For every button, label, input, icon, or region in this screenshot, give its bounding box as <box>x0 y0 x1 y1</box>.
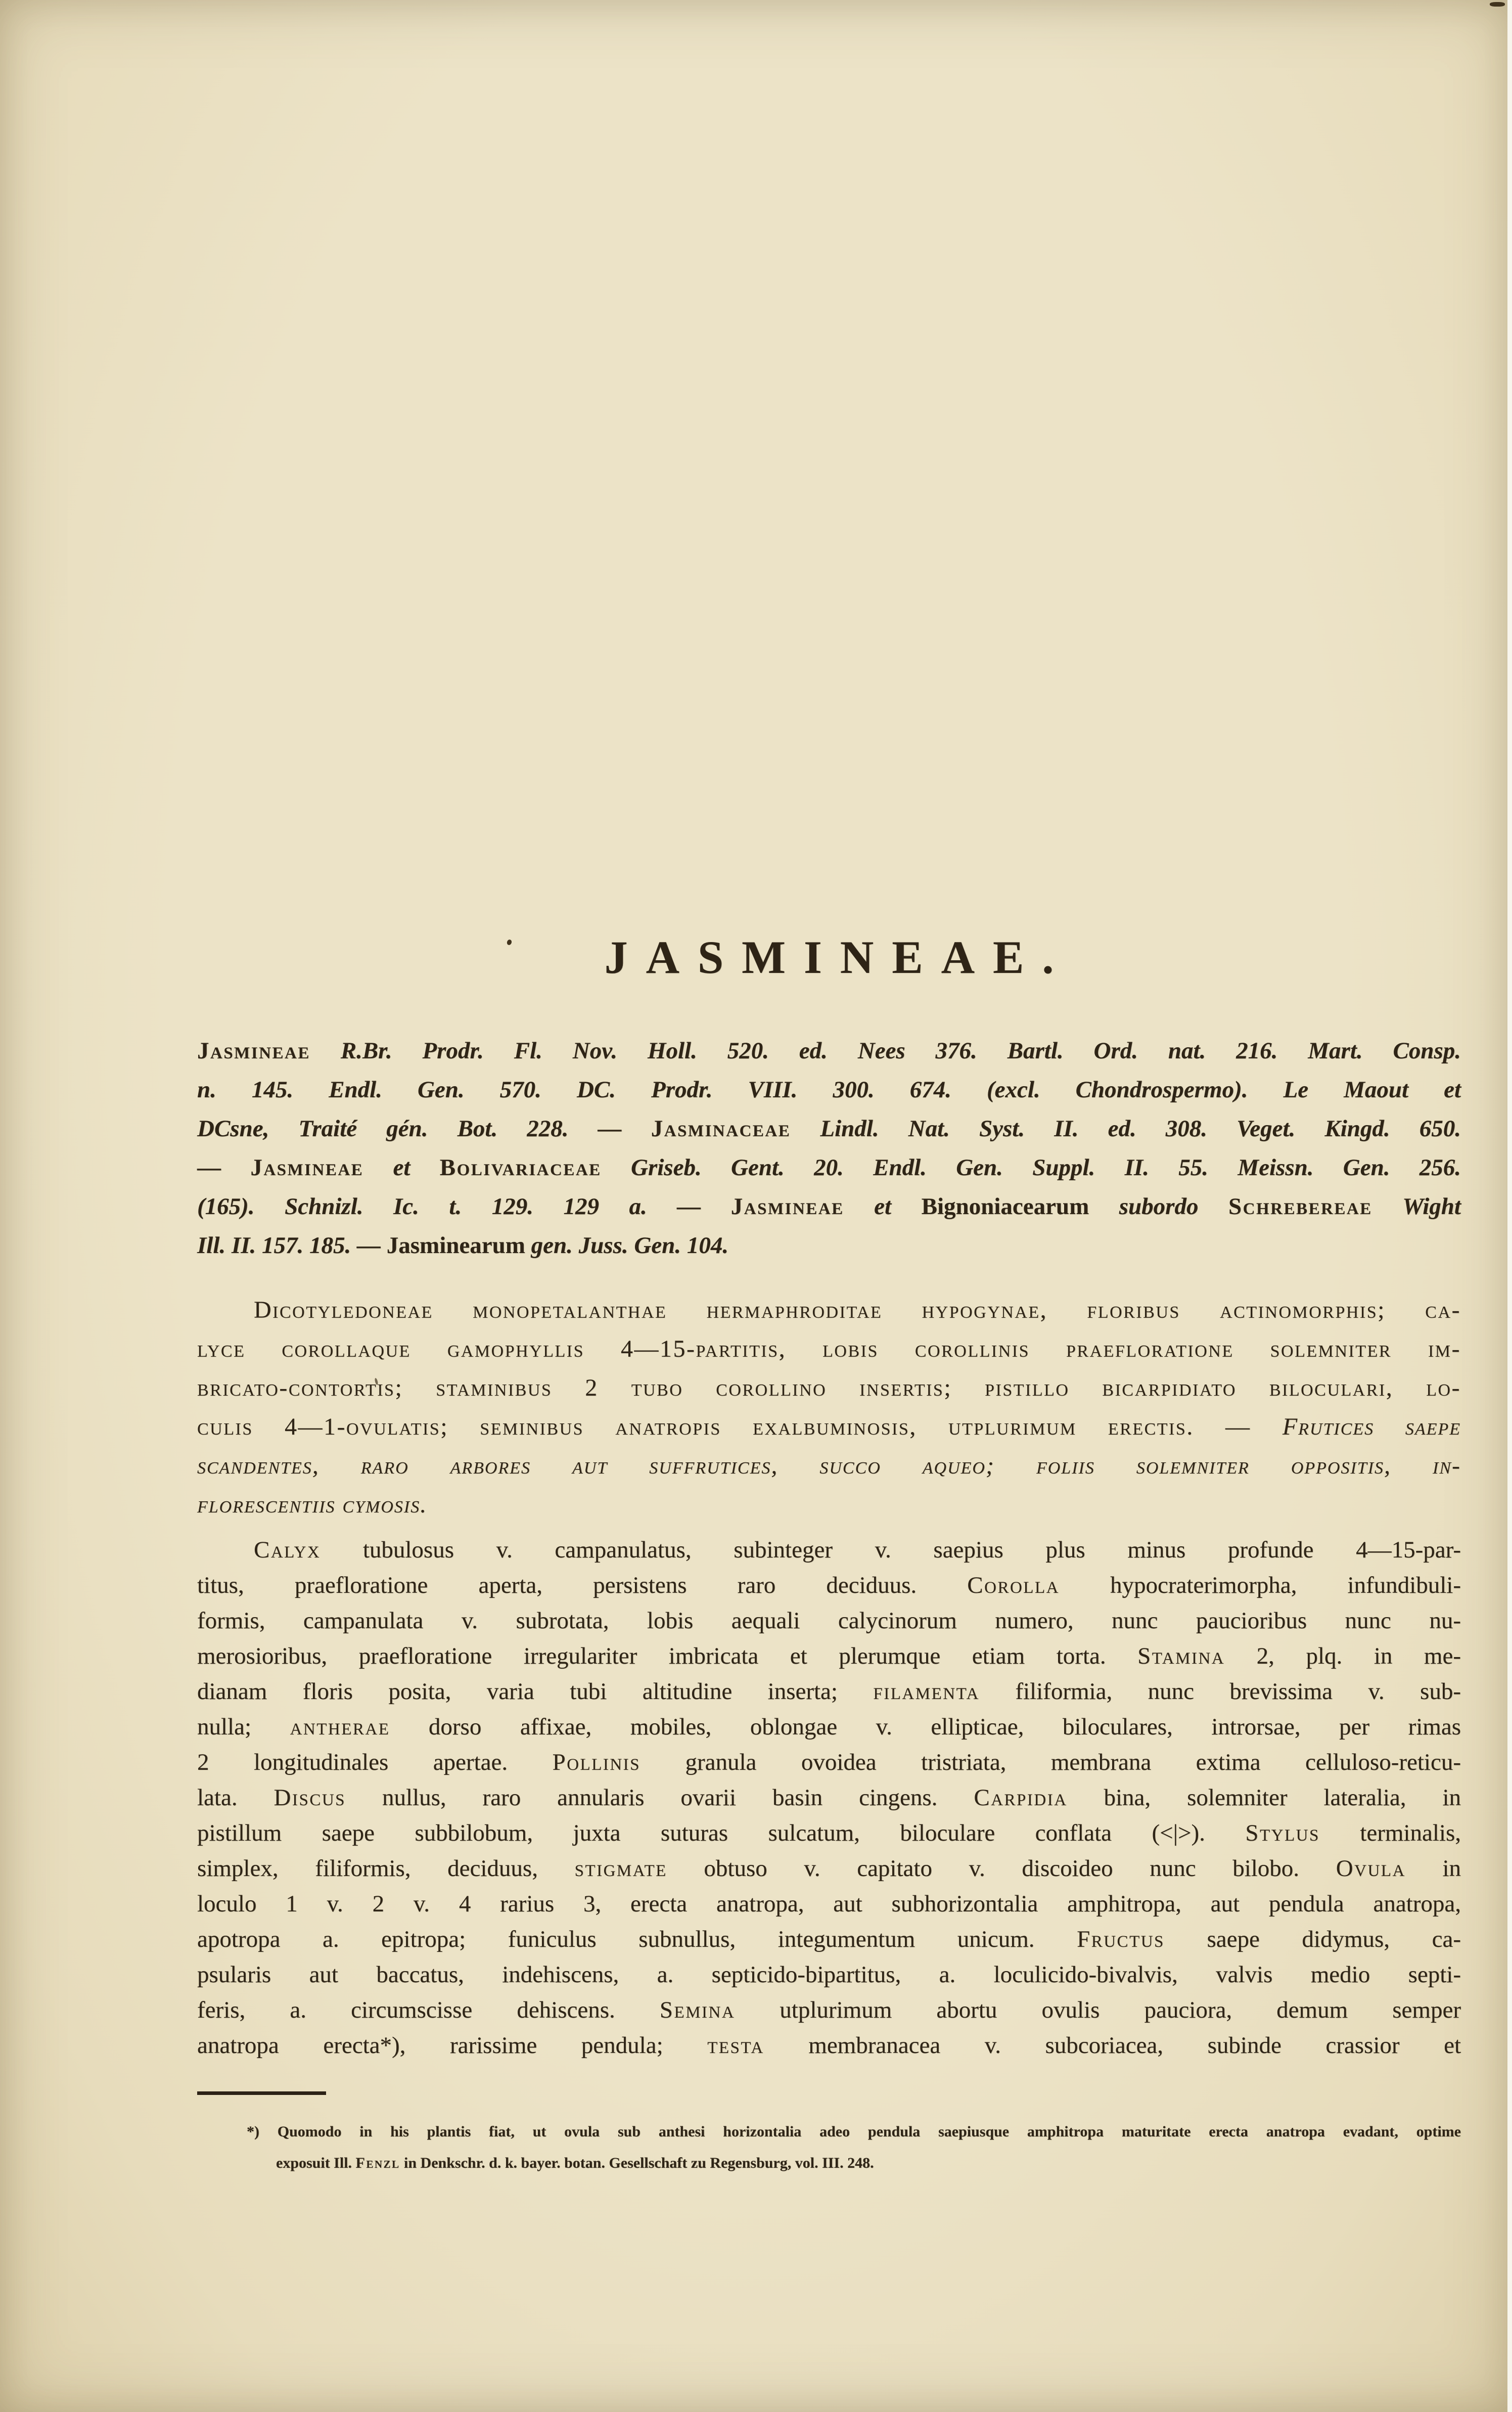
text-line <box>197 1851 1461 1886</box>
text-line <box>197 1329 1461 1368</box>
text-segment: Jasmineae <box>197 1038 310 1064</box>
text-segment: — <box>197 1154 251 1181</box>
text-segment: utplurimum abortu ovulis pauciora, demum semper <box>735 1997 1461 2023</box>
text-line <box>197 1032 1461 1070</box>
text-segment: terminalis, <box>1319 1820 1461 1846</box>
text-line <box>197 1226 1461 1265</box>
text-segment: nullus, raro annularis ovarii basin cingens. <box>346 1784 974 1811</box>
page-title: JASMINEAE. <box>604 931 1072 983</box>
text-line <box>197 1407 1461 1446</box>
text-segment: filiformia, nunc brevissima v. sub- <box>979 1678 1461 1705</box>
text-line <box>197 1568 1461 1603</box>
text-segment: scandentes, raro arbores aut suffrutices, succo aqueo; foliis solemniter oppositis, in- <box>197 1452 1461 1479</box>
diagnosis-paragraph <box>197 1290 1461 1524</box>
text-segment: loculo 1 v. 2 v. 4 rarius 3, erecta anatropa, aut subhorizontalia amphitropa, aut pendula anatropa, <box>197 1891 1461 1917</box>
text-segment <box>602 1154 631 1181</box>
text-line <box>197 1485 1461 1524</box>
scan-edge <box>1507 0 1512 2412</box>
text-line <box>197 1148 1461 1187</box>
text-line <box>197 1187 1461 1226</box>
text-line <box>197 1780 1461 1815</box>
text-line <box>197 2028 1461 2063</box>
text-segment: et <box>874 1193 892 1220</box>
text-segment: Jasminaceae <box>651 1115 791 1142</box>
text-line <box>197 1603 1461 1638</box>
text-segment: filamenta <box>873 1678 980 1705</box>
text-segment: n. 145. Endl. Gen. 570. DC. Prodr. VIII. 300. 674. (excl. Chondrospermo). Le Maout et <box>197 1077 1461 1103</box>
text-segment: Ill. II. 157. 185. — <box>197 1232 387 1259</box>
text-segment: subordo <box>1119 1193 1199 1220</box>
text-segment <box>791 1115 820 1142</box>
text-segment: dianam floris posita, varia tubi altitudine inserta; <box>197 1678 874 1705</box>
text-segment: (165). Schnizl. Ic. t. 129. 129 a. — <box>197 1193 731 1220</box>
text-line <box>197 1070 1461 1109</box>
text-segment: dorso affixae, mobiles, oblongae v. ellipticae, biloculares, introrsae, per rimas <box>390 1714 1461 1740</box>
text-segment: membranacea v. subcoriacea, subinde crassior et <box>764 2032 1461 2059</box>
text-segment: lyce corollaque gamophyllis 4—15-partitis, lobis corollinis praefloratione solemniter im- <box>197 1335 1461 1362</box>
text-segment <box>410 1154 439 1181</box>
text-segment: *) Quomodo in his plantis fiat, ut ovula sub anthesi horizontalia adeo pendula saepiusque amphitropa maturitate erecta anatropa evadant, optime <box>247 2123 1461 2140</box>
text-segment: R.Br. Prodr. Fl. Nov. Holl. 520. ed. Nees 376. Bartl. Ord. nat. 216. Mart. Consp. <box>340 1038 1461 1064</box>
text-segment: Bolivariaceae <box>439 1154 602 1181</box>
footnote <box>247 2116 1461 2179</box>
text-segment: Griseb. Gent. 20. Endl. Gen. Suppl. II. 55. Meissn. Gen. 256. <box>631 1154 1461 1181</box>
scan-speck <box>1490 2 1505 7</box>
text-segment: 2, plq. in me- <box>1225 1643 1461 1669</box>
text-segment: Pollinis <box>552 1749 641 1775</box>
text-segment: pistillum saepe subbilobum, juxta suturas sulcatum, biloculare conflata (<|>). <box>197 1820 1246 1846</box>
text-segment: Jasmineae <box>730 1193 844 1220</box>
text-line <box>197 1992 1461 2028</box>
text-line <box>197 1532 1461 1568</box>
text-line <box>197 1815 1461 1851</box>
text-segment: Fenzl <box>355 2155 400 2171</box>
text-line <box>197 1886 1461 1922</box>
text-segment: Wight <box>1402 1193 1461 1220</box>
text-segment: hypocraterimorpha, infundibuli- <box>1059 1572 1461 1598</box>
text-segment: 2 longitudinales apertae. <box>197 1749 553 1775</box>
text-segment: Schrebereae <box>1228 1193 1372 1220</box>
text-segment: Discus <box>273 1784 346 1811</box>
text-segment: testa <box>707 2032 764 2059</box>
text-segment: stigmate <box>574 1855 667 1882</box>
text-segment: et <box>393 1154 410 1181</box>
text-segment: Ovula <box>1336 1855 1406 1882</box>
text-segment: Semina <box>659 1997 736 2023</box>
text-segment: apotropa a. epitropa; funiculus subnullus, integumentum unicum. <box>197 1926 1077 1952</box>
text-segment: DCsne, Traité gén. Bot. 228. — <box>197 1115 651 1142</box>
text-line <box>197 1957 1461 1992</box>
text-segment: Jasmineae <box>250 1154 364 1181</box>
text-segment: anatropa erecta*), rarissime pendula; <box>197 2032 708 2059</box>
text-line <box>197 1745 1461 1780</box>
text-line <box>197 1109 1461 1148</box>
text-segment: bina, solemniter lateralia, in <box>1067 1784 1461 1811</box>
text-line <box>197 1922 1461 1957</box>
description-paragraph <box>197 1532 1461 2063</box>
text-segment: nulla; <box>197 1714 290 1740</box>
footnote-rule <box>197 2091 326 2095</box>
text-line <box>247 2116 1461 2148</box>
text-line <box>247 2148 1461 2179</box>
text-line <box>197 1674 1461 1709</box>
text-line <box>197 1446 1461 1485</box>
text-segment: Carpidia <box>974 1784 1068 1811</box>
text-segment: culis 4—1-ovulatis; seminibus anatropis exalbuminosis, utplurimum erectis. — <box>197 1413 1282 1440</box>
text-segment: in <box>1405 1855 1461 1882</box>
text-segment: Fructus <box>1077 1926 1165 1952</box>
text-segment: Stylus <box>1245 1820 1320 1846</box>
text-segment: simplex, filiformis, deciduus, <box>197 1855 575 1882</box>
text-segment: in Denkschr. d. k. bayer. botan. Gesellschaft zu Regensburg, vol. III. 248. <box>400 2155 874 2171</box>
text-segment: obtuso v. capitato v. discoideo nunc bilobo. <box>667 1855 1336 1882</box>
text-segment: Bignoniacearum <box>891 1193 1119 1220</box>
text-segment: bricato-contortis; staminibus 2 tubo corollino insertis; pistillo bicarpidiato biloculari, lo- <box>197 1374 1461 1401</box>
text-segment: antherae <box>290 1714 390 1740</box>
text-segment: gen. Juss. Gen. 104. <box>531 1232 729 1259</box>
text-segment: formis, campanulata v. subrotata, lobis aequali calycinorum numero, nunc paucioribus nunc nu- <box>197 1607 1461 1634</box>
text-segment: Lindl. Nat. Syst. II. ed. 308. Veget. Kingd. 650. <box>820 1115 1461 1142</box>
text-segment <box>310 1038 341 1064</box>
text-segment: Frutices saepe <box>1282 1413 1461 1440</box>
synonymy-paragraph <box>197 1032 1461 1265</box>
text-line <box>197 1368 1461 1407</box>
text-segment: lata. <box>197 1784 274 1811</box>
text-segment: feris, a. circumscisse dehiscens. <box>197 1997 660 2023</box>
text-segment: Stamina <box>1137 1643 1225 1669</box>
text-segment <box>1198 1193 1228 1220</box>
text-segment: Jasminearum <box>386 1232 531 1259</box>
text-segment: Corolla <box>967 1572 1060 1598</box>
text-line <box>197 1290 1461 1329</box>
text-segment: psularis aut baccatus, indehiscens, a. septicido-bipartitus, a. loculicido-bivalvis, valvis medio septi- <box>197 1961 1461 1988</box>
text-segment <box>1372 1193 1403 1220</box>
text-segment: florescentiis cymosis. <box>197 1491 428 1518</box>
text-segment: Calyx <box>254 1537 321 1563</box>
text-line <box>197 1638 1461 1674</box>
text-segment <box>363 1154 393 1181</box>
text-segment: titus, praefloratione aperta, persistens raro deciduus. <box>197 1572 968 1598</box>
text-line <box>197 1709 1461 1745</box>
text-segment: tubulosus v. campanulatus, subinteger v. saepius plus minus profunde 4—15-par- <box>320 1537 1461 1563</box>
text-segment: granula ovoidea tristriata, membrana extima celluloso-reticu- <box>640 1749 1461 1775</box>
text-segment: saepe didymus, ca- <box>1164 1926 1461 1952</box>
text-segment <box>844 1193 875 1220</box>
text-segment: Dicotyledoneae monopetalanthae hermaphroditae hypogynae, floribus actinomorphis; ca- <box>254 1297 1461 1323</box>
text-segment: exposuit Ill. <box>276 2155 356 2171</box>
text-segment: merosioribus, praefloratione irregulariter imbricata et plerumque etiam torta. <box>197 1643 1138 1669</box>
